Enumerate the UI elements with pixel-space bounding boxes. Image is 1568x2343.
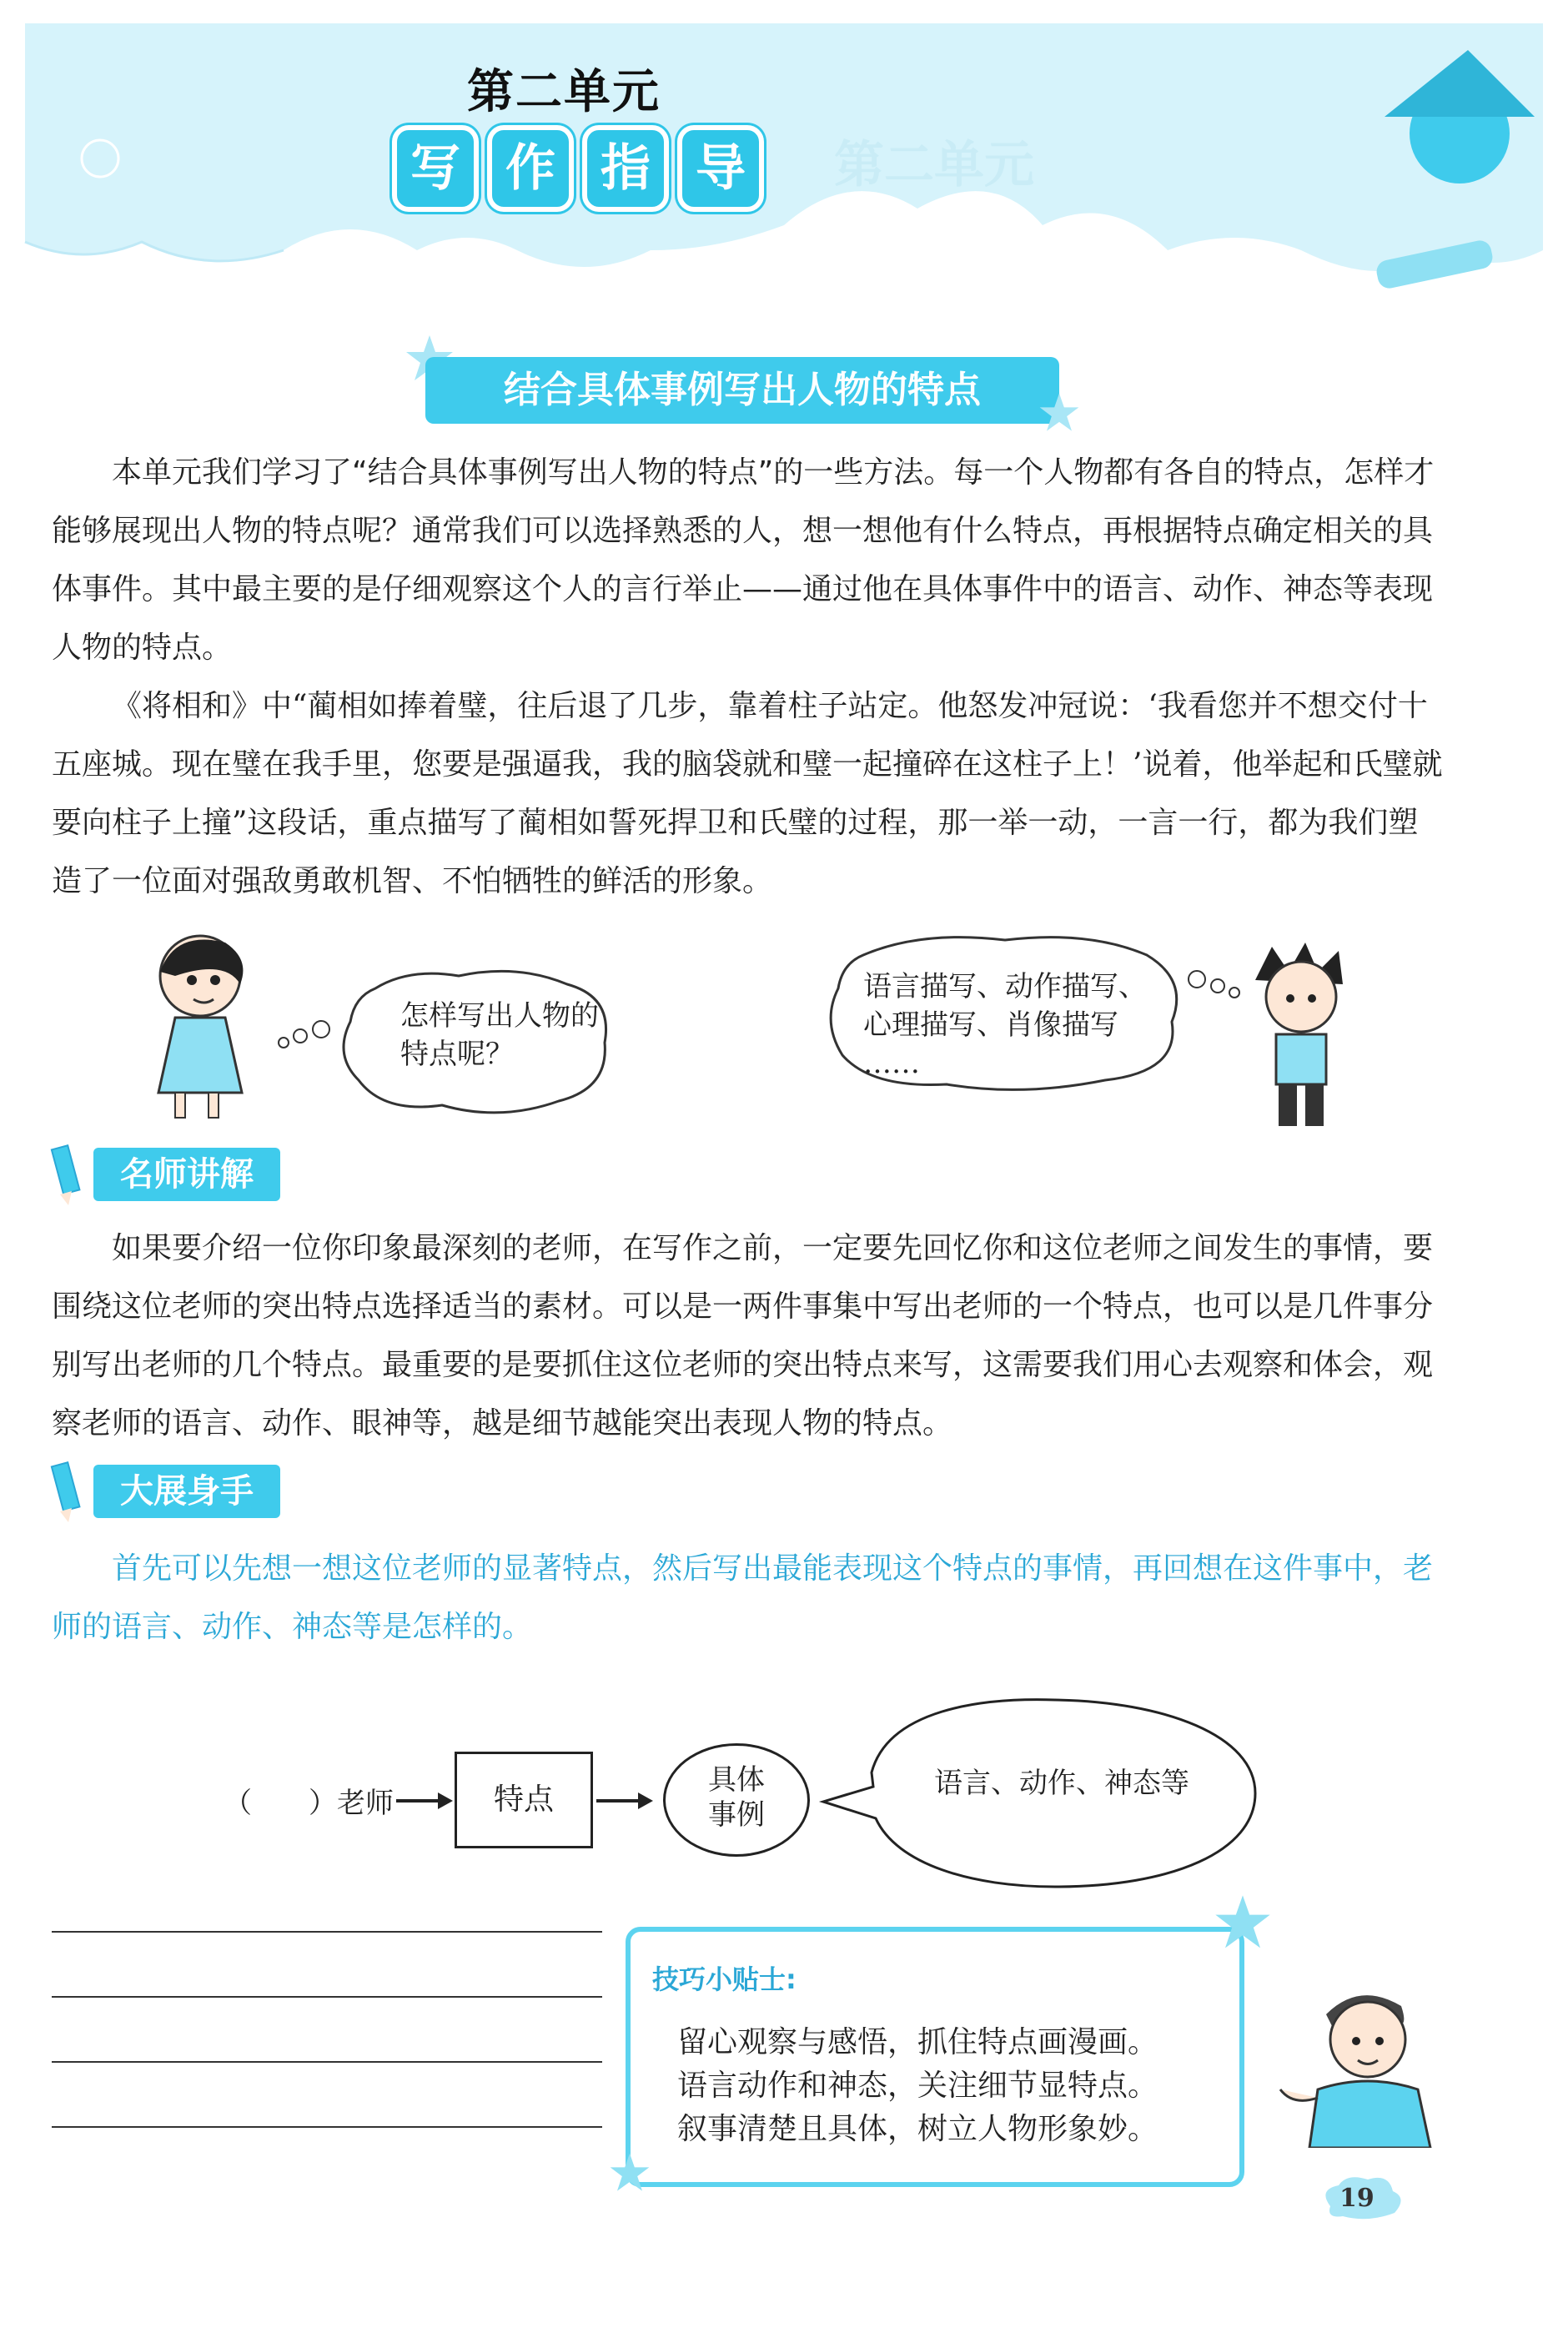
explain-paragraph: 如果要介绍一位你印象最深刻的老师，在写作之前，一定要先回忆你和这位老师之间发生的事情，要围绕这位老师的突出特点选择适当的素材。可以是一两件事集中写出老师的一个特点，也可以是几件事分别写出老师的几个特点。最重要的是要抓住这位老师的突出特点来写，这需要我们用心去观察和体会，观察老师的语言、动作、眼神等，越是细节越能突出表现人物的特点。 <box>52 1231 1434 1440</box>
practice-tag: 大展身手 <box>93 1465 280 1518</box>
star-icon <box>1214 1893 1272 1952</box>
example-line-1: 具体 <box>708 1763 765 1797</box>
writing-line[interactable] <box>52 1931 602 1933</box>
example-ellipse <box>663 1743 810 1857</box>
girl-question-text: 怎样写出人物的特点呢？ <box>400 999 599 1071</box>
writing-line[interactable] <box>52 1996 602 1998</box>
header-background <box>0 0 1568 317</box>
details-text: 语言、动作、神态等 <box>934 1767 1189 1800</box>
trait-box: 特点 <box>455 1752 593 1848</box>
topic-banner: 结合具体事例写出人物的特点 <box>425 357 1059 424</box>
star-icon <box>609 2152 651 2194</box>
practice-paragraph: 首先可以先想一想这位老师的显著特点，然后写出最能表现这个特点的事情，再回想在这件事中，老师的语言、动作、神态等是怎样的。 <box>52 1551 1434 1644</box>
writing-line[interactable] <box>52 2126 602 2128</box>
writing-guide-title <box>392 125 764 212</box>
boy-answer-line-2: 心理描写、肖像描写 <box>863 1008 1118 1042</box>
thought-dots <box>275 1018 334 1051</box>
intro-paragraph-1: 本单元我们学习了“结合具体事例写出人物的特点”的一些方法。每一个人物都有各自的特点，怎样才能够展现出人物的特点呢？通常我们可以选择熟悉的人，想一想他有什么特点，再根据特点确定相关的具体事件。其中最主要的是仔细观察这个人的言行举止——通过他在具体事件中的语言、动作、神态等表现人物的特点。 <box>52 455 1435 665</box>
example-line-2: 事例 <box>708 1798 765 1832</box>
boy-illustration <box>1230 938 1372 1130</box>
star-icon <box>1038 392 1080 434</box>
pencil-icon <box>48 1143 82 1209</box>
page-number: 19 <box>1339 2184 1375 2213</box>
intro-paragraph-2 <box>52 677 1446 911</box>
guide-char-1: 写 <box>392 125 479 212</box>
girl-illustration <box>125 926 292 1126</box>
analysis-text: 这段话，重点描写了蔺相如誓死捍卫和氏璧的过程，那一举一动，一言一行，都为我们塑造了一位面对强敌勇敢机智、不怕牺牲的鲜活的形象。 <box>52 806 1419 898</box>
quote-text: 《将相和》中“蔺相如捧着璧，往后退了几步，靠着柱子站定。他怒发冲冠说：‘我看您并不想交付十五座城。现在璧在我手里，您要是强逼我，我的脑袋就和璧一起撞碎在这柱子上！’说着，他举起和氏璧就要向柱子上撞” <box>52 689 1443 840</box>
tips-line-2: 语言动作和神态，关注细节显特点。 <box>677 2069 1158 2103</box>
tips-line-3: 叙事清楚且具体，树立人物形象妙。 <box>677 2112 1158 2146</box>
header-decor-text: 第二单元 <box>834 136 1034 194</box>
guide-char-3: 指 <box>582 125 669 212</box>
boy-answer-line-3: …… <box>863 1047 920 1080</box>
explain-tag: 名师讲解 <box>93 1148 280 1201</box>
guide-char-2: 作 <box>487 125 574 212</box>
blank-paren: （ ） <box>224 1787 337 1820</box>
teacher-blank <box>224 1780 394 1821</box>
arrow-icon <box>396 1788 455 1813</box>
boy-answer-line-1: 语言描写、动作描写、 <box>863 970 1147 1003</box>
writing-line[interactable] <box>52 2061 602 2063</box>
unit-title: 第二单元 <box>467 65 661 119</box>
arrow-icon <box>596 1788 655 1813</box>
teacher-illustration <box>1276 1981 1451 2148</box>
guide-char-4: 导 <box>677 125 764 212</box>
teacher-label: 老师 <box>337 1787 394 1820</box>
pencil-icon <box>48 1460 82 1526</box>
boy-answer-text <box>863 968 1180 1083</box>
tips-title: 技巧小贴士: <box>652 1963 797 1995</box>
tips-line-1: 留心观察与感悟，抓住特点画漫画。 <box>677 2025 1158 2059</box>
